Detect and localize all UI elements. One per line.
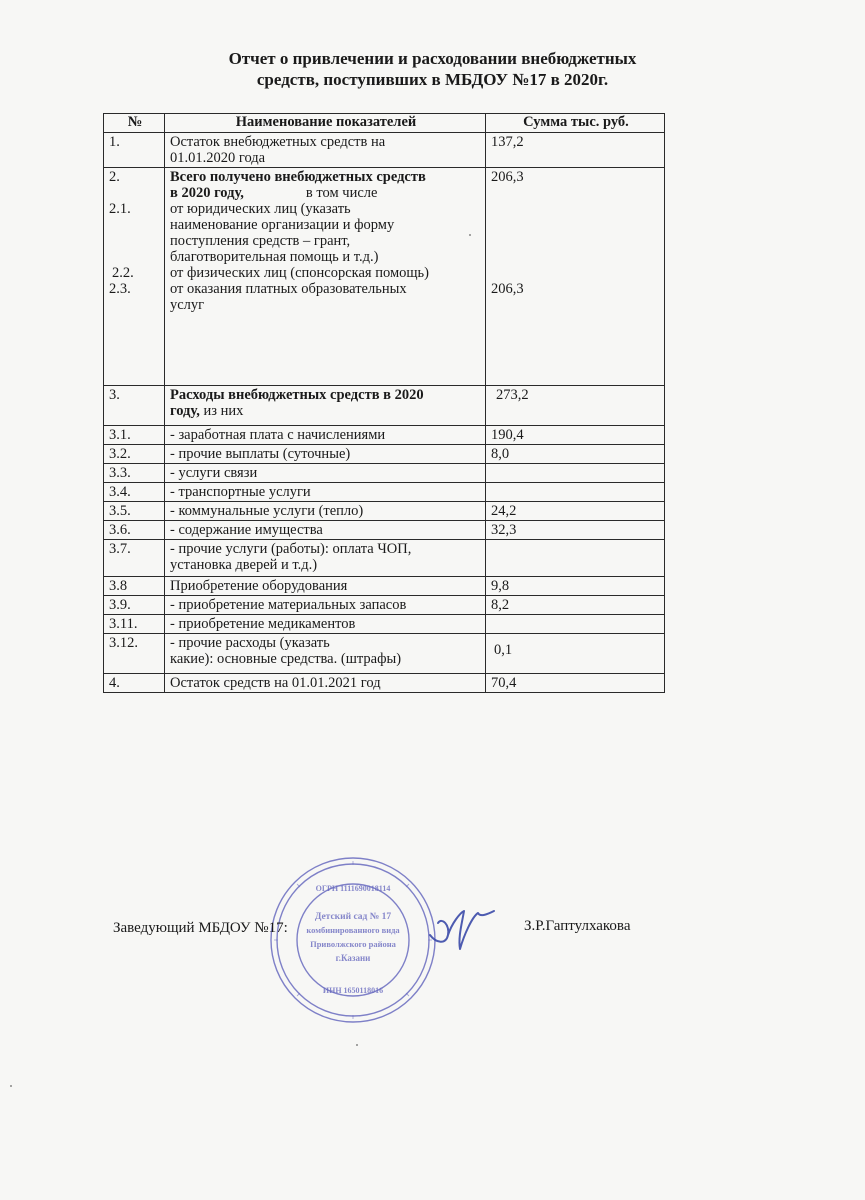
table-row bbox=[104, 133, 665, 168]
signatory-position: Заведующий МБДОУ №17: bbox=[113, 920, 288, 936]
header-row bbox=[104, 114, 665, 133]
stamp-text-2: комбинированного вида bbox=[306, 925, 400, 935]
handwritten-signature bbox=[424, 905, 504, 955]
document-title bbox=[0, 48, 865, 90]
row-numbers: 2. 2.1. 2.2. 2.3. bbox=[104, 168, 165, 386]
row-values: 206,3 206,3 bbox=[486, 168, 665, 386]
table-row: 3.2. - прочие выплаты (суточные) 8,0 bbox=[104, 445, 665, 464]
table-row: 3.6. - содержание имущества 32,3 bbox=[104, 521, 665, 540]
table-row: 3.4. - транспортные услуги bbox=[104, 483, 665, 502]
table-row: 3.12. - прочие расходы (указать какие): основные средства. (штрафы) 0,1 bbox=[104, 634, 665, 674]
signatory-name: З.Р.Гаптулхакова bbox=[524, 918, 631, 934]
row-value: 137,2 bbox=[486, 133, 665, 168]
row-number: 1. bbox=[104, 133, 165, 168]
stamp-text-4: г.Казани bbox=[335, 953, 371, 963]
row-number: 3. bbox=[104, 386, 165, 426]
row-name: Всего получено внебюджетных средств в 2020 году, в том числе от юридических лиц (указать наименование организации и форму поступления средств – грант, благотворительная помощь и т.д.) от физических лиц (спонсорская помощь) от оказания платных образовательных услуг bbox=[165, 168, 486, 386]
stamp-text-1: Детский сад № 17 bbox=[314, 912, 392, 922]
table-row: 3.8 Приобретение оборудования 9,8 bbox=[104, 577, 665, 596]
title-line-2: средств, поступивших в МБДОУ №17 в 2020г. bbox=[256, 70, 609, 89]
stamp-inn: ИНН 1650118016 bbox=[322, 986, 384, 995]
official-stamp bbox=[268, 855, 438, 1025]
header-amount: Сумма тыс. руб. bbox=[486, 114, 665, 133]
table-row: 3.5. - коммунальные услуги (тепло) 24,2 bbox=[104, 502, 665, 521]
table-row-income bbox=[104, 168, 665, 386]
table-row-expenses bbox=[104, 386, 665, 426]
table-row: 3.7. - прочие услуги (работы): оплата ЧОП, установка дверей и т.д.) bbox=[104, 540, 665, 577]
table-row: 3.1. - заработная плата с начислениями 190,4 bbox=[104, 426, 665, 445]
table-row: 3.11. - приобретение медикаментов bbox=[104, 615, 665, 634]
row-name: Остаток внебюджетных средств на 01.01.2020 года bbox=[165, 133, 486, 168]
row-name: Расходы внебюджетных средств в 2020 году, из них bbox=[165, 386, 486, 426]
stamp-ogrn: ОГРН 1111690018114 bbox=[315, 884, 391, 893]
row-value: 273,2 bbox=[486, 386, 665, 426]
table-row-balance: 4. Остаток средств на 01.01.2021 год 70,4 bbox=[104, 674, 665, 693]
report-table bbox=[103, 113, 665, 693]
header-indicator: Наименование показателей bbox=[165, 114, 486, 133]
header-number: № bbox=[104, 114, 165, 133]
stamp-text-3: Приволжского района bbox=[310, 939, 396, 949]
table-row: 3.3. - услуги связи bbox=[104, 464, 665, 483]
table-row: 3.9. - приобретение материальных запасов 8,2 bbox=[104, 596, 665, 615]
title-line-1: Отчет о привлечении и расходовании внебюджетных bbox=[228, 49, 637, 68]
